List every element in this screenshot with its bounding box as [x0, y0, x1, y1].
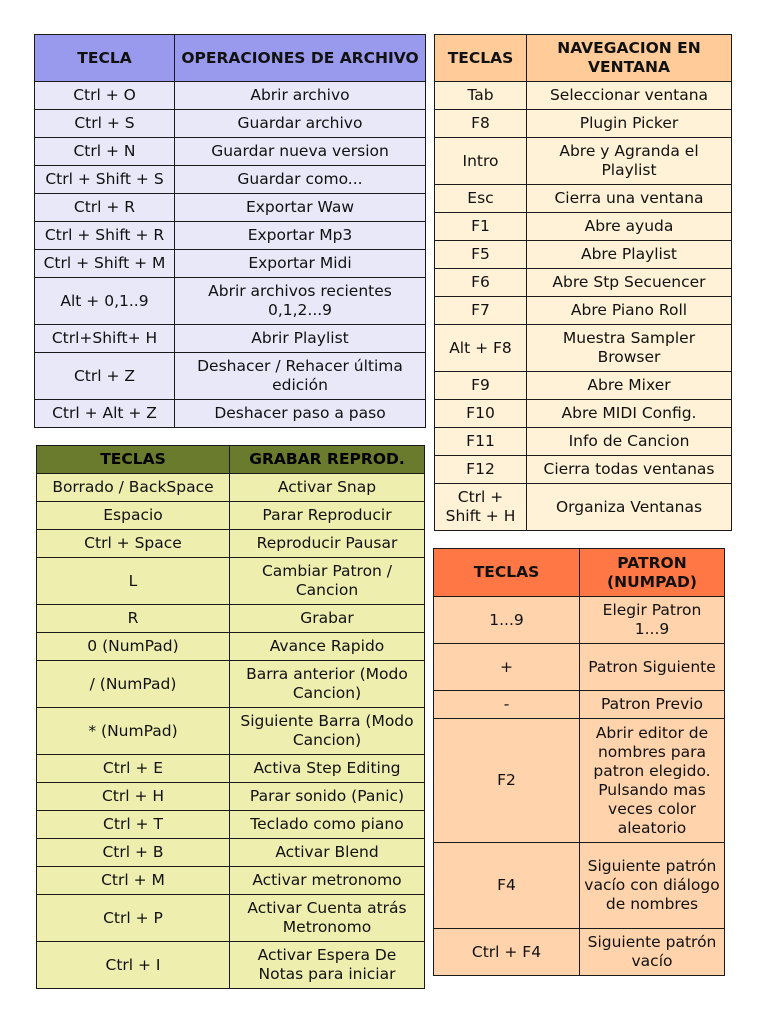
table-row	[435, 241, 732, 269]
shortcut-action: Parar sonido (Panic)	[230, 783, 425, 811]
table-row	[435, 138, 732, 185]
shortcut-key: Ctrl + N	[35, 138, 175, 166]
shortcut-action: Parar Reproducir	[230, 502, 425, 530]
shortcut-key: Ctrl + Shift + S	[35, 166, 175, 194]
table-row	[435, 428, 732, 456]
table-row	[435, 185, 732, 213]
table-row	[35, 325, 426, 353]
shortcut-action: Siguiente patrón vacío	[580, 929, 725, 976]
table-row	[434, 597, 725, 644]
table-row	[434, 719, 725, 843]
shortcut-action: Cierra una ventana	[527, 185, 732, 213]
shortcut-key: Alt + 0,1..9	[35, 278, 175, 325]
table-row	[37, 839, 425, 867]
header-key: TECLAS	[434, 549, 580, 597]
table-row	[37, 755, 425, 783]
shortcut-key: Espacio	[37, 502, 230, 530]
shortcut-key: Ctrl + E	[37, 755, 230, 783]
shortcut-action: Patron Previo	[580, 691, 725, 719]
shortcut-action: Exportar Waw	[175, 194, 426, 222]
shortcut-key: Ctrl + T	[37, 811, 230, 839]
shortcut-action: Abre MIDI Config.	[527, 400, 732, 428]
shortcut-key: Ctrl + M	[37, 867, 230, 895]
shortcut-key: Ctrl + R	[35, 194, 175, 222]
table-row	[35, 250, 426, 278]
shortcut-key: Ctrl + Space	[37, 530, 230, 558]
shortcut-key: F8	[435, 110, 527, 138]
table-row	[37, 895, 425, 942]
shortcut-key: 1...9	[434, 597, 580, 644]
shortcut-action: Abre Mixer	[527, 372, 732, 400]
shortcut-action: Patron Siguiente	[580, 644, 725, 691]
table-header-row	[37, 446, 425, 474]
shortcut-key: Ctrl + Z	[35, 353, 175, 400]
shortcut-action: Guardar archivo	[175, 110, 426, 138]
file-operations-table	[34, 34, 426, 428]
shortcut-action: Organiza Ventanas	[527, 484, 732, 531]
shortcut-key: F1	[435, 213, 527, 241]
table-row	[37, 633, 425, 661]
shortcut-action: Siguiente patrón vacío con diálogo de nombres	[580, 843, 725, 929]
shortcut-key: F6	[435, 269, 527, 297]
shortcut-action: Seleccionar ventana	[527, 82, 732, 110]
shortcut-action: Siguiente Barra (Modo Cancion)	[230, 708, 425, 755]
header-action: GRABAR REPROD.	[230, 446, 425, 474]
table-row	[35, 138, 426, 166]
shortcut-action: Activar Blend	[230, 839, 425, 867]
shortcut-key: * (NumPad)	[37, 708, 230, 755]
shortcut-action: Abrir Playlist	[175, 325, 426, 353]
shortcut-action: Abrir archivo	[175, 82, 426, 110]
shortcut-key: -	[434, 691, 580, 719]
shortcut-action: Activar metronomo	[230, 867, 425, 895]
header-key: TECLAS	[37, 446, 230, 474]
table-row	[435, 400, 732, 428]
shortcut-action: Abre Piano Roll	[527, 297, 732, 325]
shortcut-action: Exportar Midi	[175, 250, 426, 278]
shortcut-action: Deshacer paso a paso	[175, 400, 426, 428]
shortcut-key: Ctrl + Shift + M	[35, 250, 175, 278]
shortcut-action: Barra anterior (Modo Cancion)	[230, 661, 425, 708]
window-navigation-table	[434, 34, 732, 531]
shortcut-key: Tab	[435, 82, 527, 110]
shortcut-action: Activar Snap	[230, 474, 425, 502]
shortcut-key: F9	[435, 372, 527, 400]
shortcut-action: Activa Step Editing	[230, 755, 425, 783]
shortcut-key: R	[37, 605, 230, 633]
shortcut-action: Avance Rapido	[230, 633, 425, 661]
shortcut-key: F10	[435, 400, 527, 428]
shortcut-key: Ctrl + I	[37, 942, 230, 989]
table-row	[35, 166, 426, 194]
table-row	[435, 213, 732, 241]
shortcut-action: Abre Stp Secuencer	[527, 269, 732, 297]
shortcut-action: Cierra todas ventanas	[527, 456, 732, 484]
table-row	[37, 867, 425, 895]
shortcut-action: Abrir editor de nombres para patron elegido. Pulsando mas veces color aleatorio	[580, 719, 725, 843]
shortcut-key: Borrado / BackSpace	[37, 474, 230, 502]
table-row	[435, 269, 732, 297]
table-row	[37, 942, 425, 989]
shortcut-action: Guardar nueva version	[175, 138, 426, 166]
shortcut-action: Abre Playlist	[527, 241, 732, 269]
shortcut-key: Alt + F8	[435, 325, 527, 372]
table-row	[35, 82, 426, 110]
shortcut-action: Deshacer / Rehacer última edición	[175, 353, 426, 400]
shortcut-action: Abrir archivos recientes 0,1,2...9	[175, 278, 426, 325]
shortcut-key: Ctrl + Shift + H	[435, 484, 527, 531]
shortcut-key: F4	[434, 843, 580, 929]
shortcut-action: Abre y Agranda el Playlist	[527, 138, 732, 185]
shortcut-key: Ctrl + S	[35, 110, 175, 138]
shortcut-action: Plugin Picker	[527, 110, 732, 138]
table-row	[35, 194, 426, 222]
shortcut-key: Esc	[435, 185, 527, 213]
pattern-numpad-table	[433, 548, 725, 976]
shortcut-key: Ctrl + Alt + Z	[35, 400, 175, 428]
header-action: PATRON (NUMPAD)	[580, 549, 725, 597]
record-playback-table	[36, 445, 425, 989]
shortcut-key: L	[37, 558, 230, 605]
table-row	[35, 222, 426, 250]
shortcut-key: F2	[434, 719, 580, 843]
header-key: TECLAS	[435, 35, 527, 82]
shortcut-action: Abre ayuda	[527, 213, 732, 241]
table-row	[37, 474, 425, 502]
shortcut-key: Ctrl + P	[37, 895, 230, 942]
table-row	[37, 558, 425, 605]
shortcut-action: Reproducir Pausar	[230, 530, 425, 558]
shortcut-key: / (NumPad)	[37, 661, 230, 708]
table-row	[35, 353, 426, 400]
shortcut-key: F12	[435, 456, 527, 484]
shortcut-action: Muestra Sampler Browser	[527, 325, 732, 372]
shortcut-key: F7	[435, 297, 527, 325]
table-row	[37, 530, 425, 558]
table-row	[37, 783, 425, 811]
shortcut-key: Ctrl+Shift+ H	[35, 325, 175, 353]
shortcut-key: F5	[435, 241, 527, 269]
shortcut-action: Grabar	[230, 605, 425, 633]
table-row	[434, 691, 725, 719]
table-row	[434, 644, 725, 691]
shortcut-key: +	[434, 644, 580, 691]
shortcut-action: Cambiar Patron / Cancion	[230, 558, 425, 605]
header-action: NAVEGACION EN VENTANA	[527, 35, 732, 82]
shortcut-key: Ctrl + B	[37, 839, 230, 867]
table-row	[434, 843, 725, 929]
table-row	[37, 605, 425, 633]
shortcut-key: Ctrl + H	[37, 783, 230, 811]
table-row	[435, 110, 732, 138]
table-row	[37, 502, 425, 530]
shortcut-action: Exportar Mp3	[175, 222, 426, 250]
shortcut-action: Teclado como piano	[230, 811, 425, 839]
table-row	[35, 110, 426, 138]
header-action: OPERACIONES DE ARCHIVO	[175, 35, 426, 82]
table-row	[435, 484, 732, 531]
shortcut-action: Activar Espera De Notas para iniciar	[230, 942, 425, 989]
table-row	[35, 400, 426, 428]
header-key: TECLA	[35, 35, 175, 82]
table-row	[435, 325, 732, 372]
table-row	[435, 82, 732, 110]
shortcut-action: Guardar como...	[175, 166, 426, 194]
shortcut-key: Ctrl + O	[35, 82, 175, 110]
shortcut-action: Elegir Patron 1...9	[580, 597, 725, 644]
shortcut-key: Ctrl + F4	[434, 929, 580, 976]
table-row	[37, 661, 425, 708]
table-header-row	[35, 35, 426, 82]
table-row	[35, 278, 426, 325]
table-row	[435, 297, 732, 325]
shortcut-key: 0 (NumPad)	[37, 633, 230, 661]
shortcut-action: Info de Cancion	[527, 428, 732, 456]
table-row	[435, 372, 732, 400]
shortcut-key: Intro	[435, 138, 527, 185]
table-row	[434, 929, 725, 976]
table-header-row	[434, 549, 725, 597]
shortcut-action: Activar Cuenta atrás Metronomo	[230, 895, 425, 942]
table-row	[37, 811, 425, 839]
table-header-row	[435, 35, 732, 82]
shortcut-key: Ctrl + Shift + R	[35, 222, 175, 250]
table-row	[37, 708, 425, 755]
table-row	[435, 456, 732, 484]
shortcut-key: F11	[435, 428, 527, 456]
